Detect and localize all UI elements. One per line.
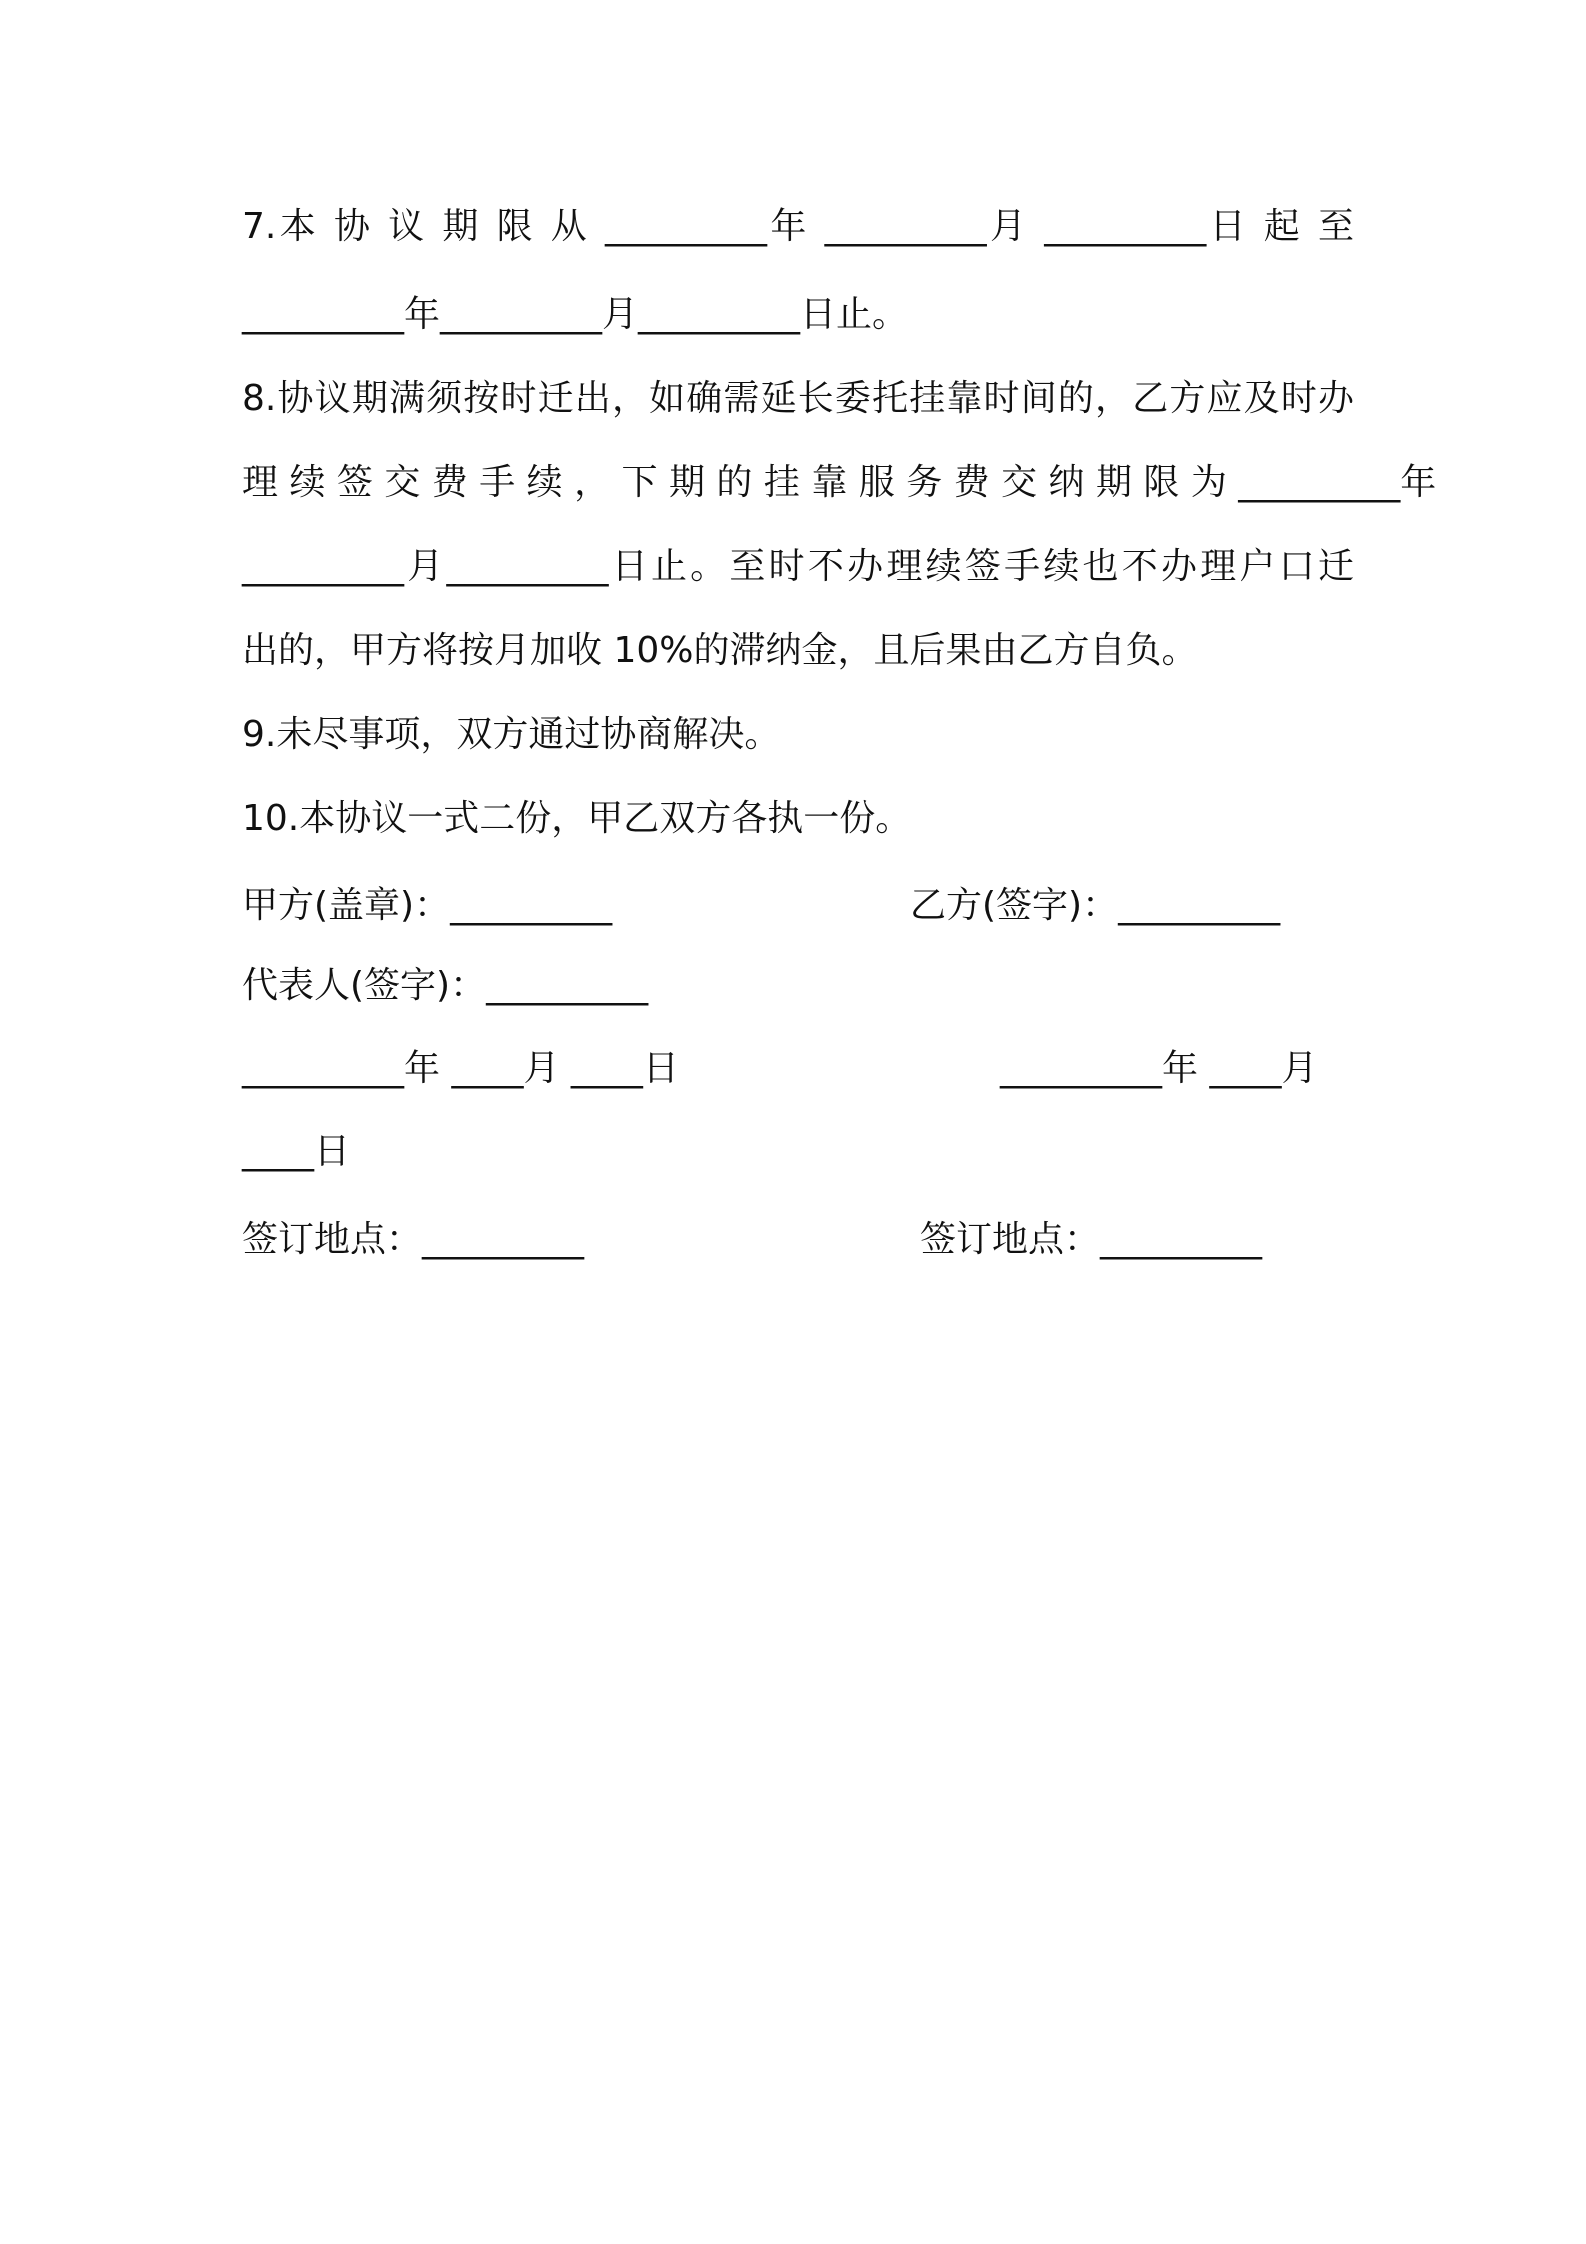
party-b-signing-place: 签订地点：_________ (920, 1219, 1263, 1260)
party-b-date: _________年 ____月 (1000, 1048, 1318, 1089)
clause-8-line-3: _________月_________日止。至时不办理续签手续也不办理户口迁 (242, 546, 1354, 587)
clause-7-line-1: 7.本 协 议 期 限 从 _________年 _________月 _________日 起 至 (242, 206, 1355, 247)
clause-8-line-4: 出的，甲方将按月加收 10%的滞纳金，且后果由乙方自负。 (242, 630, 1198, 671)
clause-9: 9.未尽事项，双方通过协商解决。 (242, 714, 781, 755)
party-a-seal: 甲方(盖章)：_________ (242, 885, 613, 926)
clause-7-line-2: _________年_________月_________日止。 (242, 294, 909, 335)
clause-10: 10.本协议一式二份，甲乙双方各执一份。 (242, 798, 912, 839)
party-b-date-day: ____日 (242, 1131, 351, 1172)
clause-8-line-1: 8.协议期满须按时迁出，如确需延长委托挂靠时间的，乙方应及时办 (242, 378, 1354, 419)
party-a-signing-place: 签订地点：_________ (242, 1219, 585, 1260)
party-b-signature: 乙方(签字)：_________ (910, 885, 1281, 926)
clause-8-line-2: 理 续 签 交 费 手 续 ， 下 期 的 挂 靠 服 务 费 交 纳 期 限 为 _________年 (242, 462, 1437, 503)
representative-signature: 代表人(签字)：_________ (242, 965, 649, 1006)
party-a-date: _________年 ____月 ____日 (242, 1048, 679, 1089)
